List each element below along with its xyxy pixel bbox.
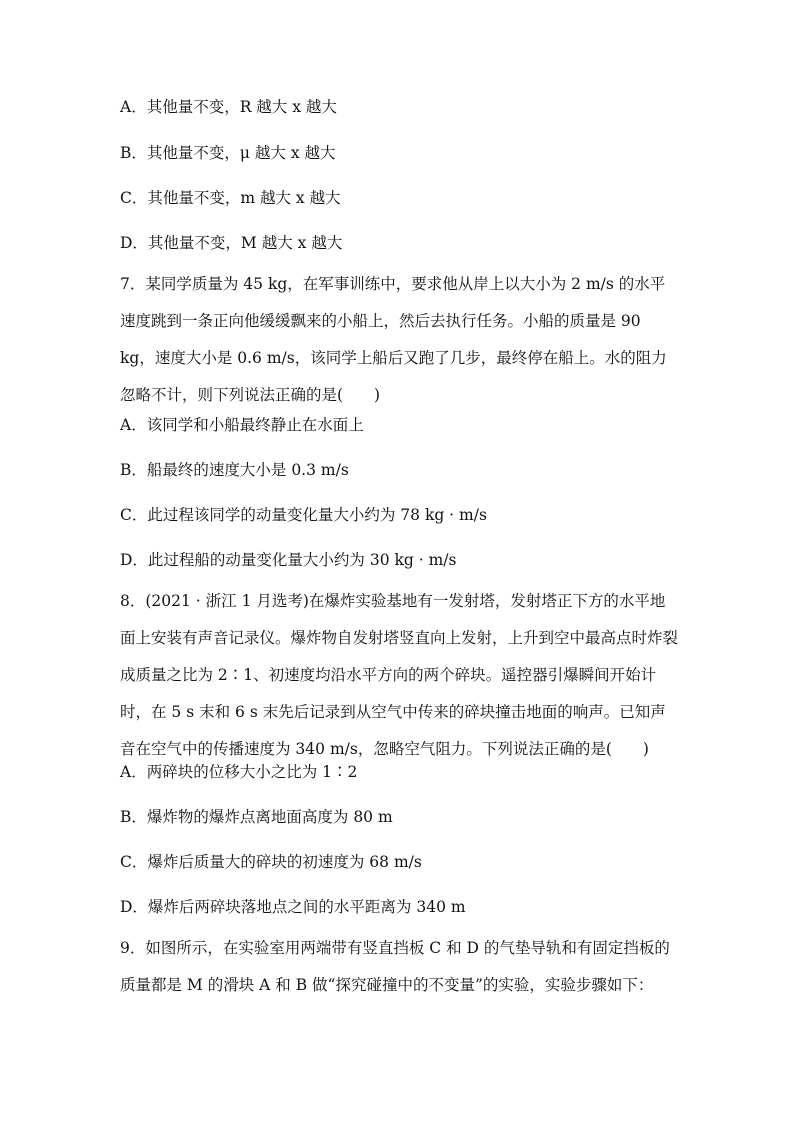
q7-option-c: C．此过程该同学的动量变化量大小约为 78 kg · m/s — [120, 506, 487, 524]
q8-option-c: C．爆炸后质量大的碎块的初速度为 68 m/s — [120, 853, 422, 871]
q8-option-b: B．爆炸物的爆炸点离地面高度为 80 m — [120, 808, 393, 826]
q9-stem: 9．如图所示，在实验室用两端带有竖直挡板 C 和 D 的气垫导轨和有固定挡板的质量都是 M 的滑块 A 和 B 做“探究碰撞中的不变量”的实验，实验步骤如下： — [120, 939, 670, 994]
q7-option-a: A．该同学和小船最终静止在水面上 — [120, 416, 364, 434]
q8-option-a: A．两碎块的位移大小之比为 1∶2 — [120, 763, 358, 781]
q7-stem: 7．某同学质量为 45 kg，在军事训练中，要求他从岸上以大小为 2 m/s 的水平速度跳到一条正向他缓缓飘来的小船上，然后去执行任务。小船的质量是 90 kg，速度大小是 0.6 m/s，该同学上船后又跑了几步，最终停在船上。水的阻力忽略不计，则下列说法正确的是( ) — [120, 275, 667, 404]
q7-option-d: D．此过程船的动量变化量大小约为 30 kg · m/s — [120, 551, 457, 569]
q7-option-b: B．船最终的速度大小是 0.3 m/s — [120, 461, 349, 479]
q8-stem: 8．(2021 · 浙江 1 月选考)在爆炸实验基地有一发射塔，发射塔正下方的水平地面上安装有声音记录仪。爆炸物自发射塔竖直向上发射，上升到空中最高点时炸裂成质量之比为 2∶1、初速度均沿水平方向的两个碎块。遥控器引爆瞬间开始计时，在 5 s 末和 6 s 末先后记录到从空气中传来的碎块撞击地面的响声。已知声音在空气中的传播速度为 340 m/s，忽略空气阻力。下列说法正确的是( ) — [120, 592, 679, 758]
q6-option-b: B．其他量不变，μ 越大 x 越大 — [120, 144, 336, 162]
q6-option-c: C．其他量不变，m 越大 x 越大 — [120, 189, 341, 207]
q6-option-d: D．其他量不变，M 越大 x 越大 — [120, 234, 343, 252]
q6-option-a: A．其他量不变，R 越大 x 越大 — [120, 98, 337, 116]
q8-option-d: D．爆炸后两碎块落地点之间的水平距离为 340 m — [120, 898, 466, 916]
